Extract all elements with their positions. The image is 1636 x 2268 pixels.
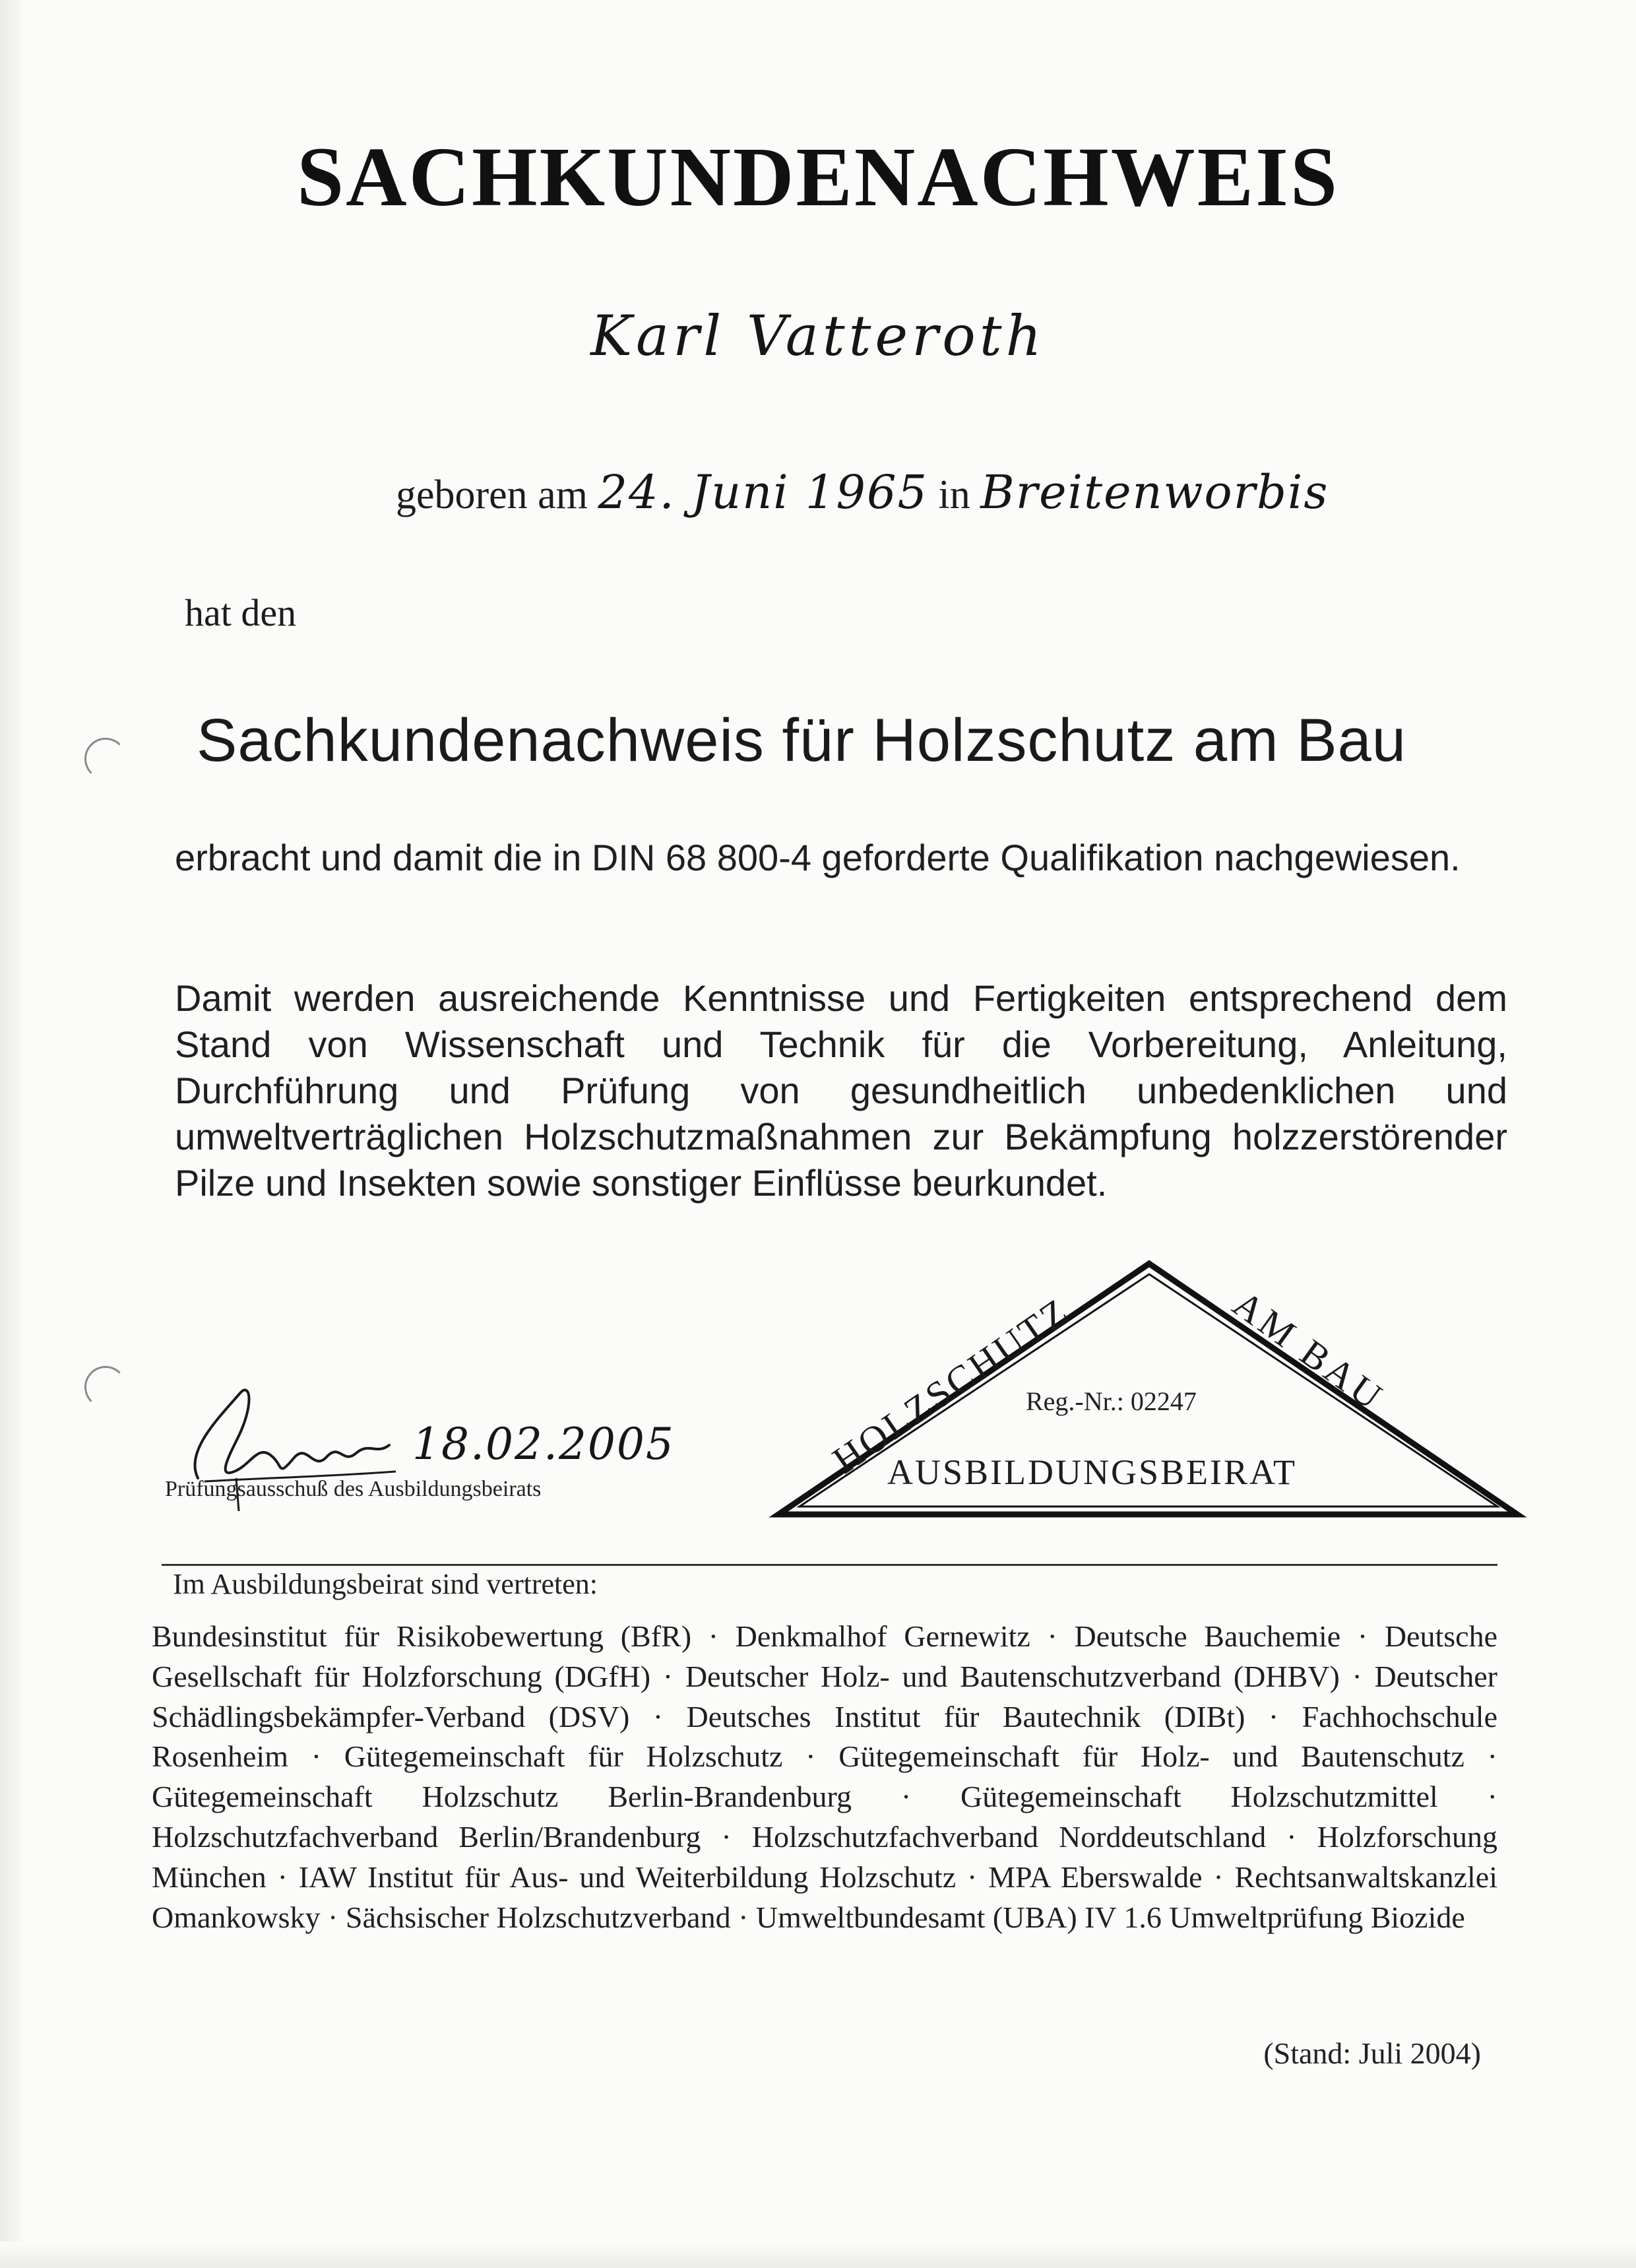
members-list: Bundesinstitut für Risikobewertung (BfR) · Denkmalhof Gernewitz · Deutsche Bauchemie · Deutsche Gesellschaft für Holzforschung (DGfH) · Deutscher Holz- und Bautenschutzverband (DHBV) · Deutscher Schädlingsbekämpfer-Verband (DSV) · Deutsches Institut für Bautechnik (DIBt) · Fachhochschule Rosenheim · Gütegemeinschaft für Holzschutz · Gütegemeinschaft für Holz- und Bautenschutz · Gütegemeinschaft Holzschutz Berlin-Brandenburg · Gütegemeinschaft Holzschutzmittel · Holzschutzfachverband Berlin/Brandenburg · Holzschutzfachverband Norddeutschland · Holzforschung München · IAW Institut für Aus- und Weiterbildung Holzschutz · MPA Eberswalde · Rechtsanwaltskanzlei Omankowsky · Sächsischer Holzschutzverband · Umweltbundesamt (UBA) IV 1.6 Umweltprüfung Biozide: [152, 1619, 1497, 1934]
has-intro: hat den: [185, 591, 297, 634]
members-heading: Im Ausbildungsbeirat sind vertreten:: [173, 1568, 598, 1600]
paragraph-scope: Damit werden ausreichende Kenntnisse und Fertigkeiten entsprechend dem Stand von Wissenschaft und Technik für die Vorbereitung, Anleitung, Durchführung und Prüfung von gesundheitlich unbedenklichen und umweltverträglichen Holzschutzmaßnahmen zur Bekämpfung holzzerstörender Pilze und Insekten sowie sonstiger Einflüsse beurkundet.: [175, 977, 1507, 1204]
stamp-bottom-text: AUSBILDUNGSBEIRAT: [887, 1452, 1298, 1492]
punch-hole-bottom: [84, 1366, 127, 1408]
birth-line: [396, 465, 1329, 519]
stamp-left-text: HOLZSCHUTZ: [825, 1289, 1078, 1482]
signature-date: 18.02.2005: [412, 1419, 675, 1470]
certificate-subject: Sachkundenachweis für Holzschutz am Bau: [197, 707, 1406, 774]
section-divider: [162, 1564, 1497, 1566]
stand-date: (Stand: Juli 2004): [1263, 2036, 1481, 2070]
signature-block: [165, 1379, 693, 1524]
born-prefix: geboren am: [396, 472, 588, 517]
stamp-right-text: AM BAU: [1225, 1281, 1393, 1420]
born-middle: in: [938, 472, 970, 517]
punch-hole-top: [84, 738, 127, 780]
paragraph-qualification: erbracht und damit die in DIN 68 800-4 geforderte Qualifikation nachgewiesen.: [175, 837, 1461, 878]
stamp-reg-number: Reg.-Nr.: 02247: [1026, 1386, 1197, 1416]
holder-name: Karl Vatteroth: [590, 304, 1046, 368]
scan-edge-bottom: [0, 2242, 1636, 2268]
document-title: SACHKUNDENACHWEIS: [296, 130, 1340, 224]
born-place: Breitenworbis: [980, 465, 1329, 519]
signature-caption: Prüfungsausschuß des Ausbildungsbeirats: [165, 1477, 542, 1501]
born-date: 24. Juni 1965: [598, 465, 929, 519]
